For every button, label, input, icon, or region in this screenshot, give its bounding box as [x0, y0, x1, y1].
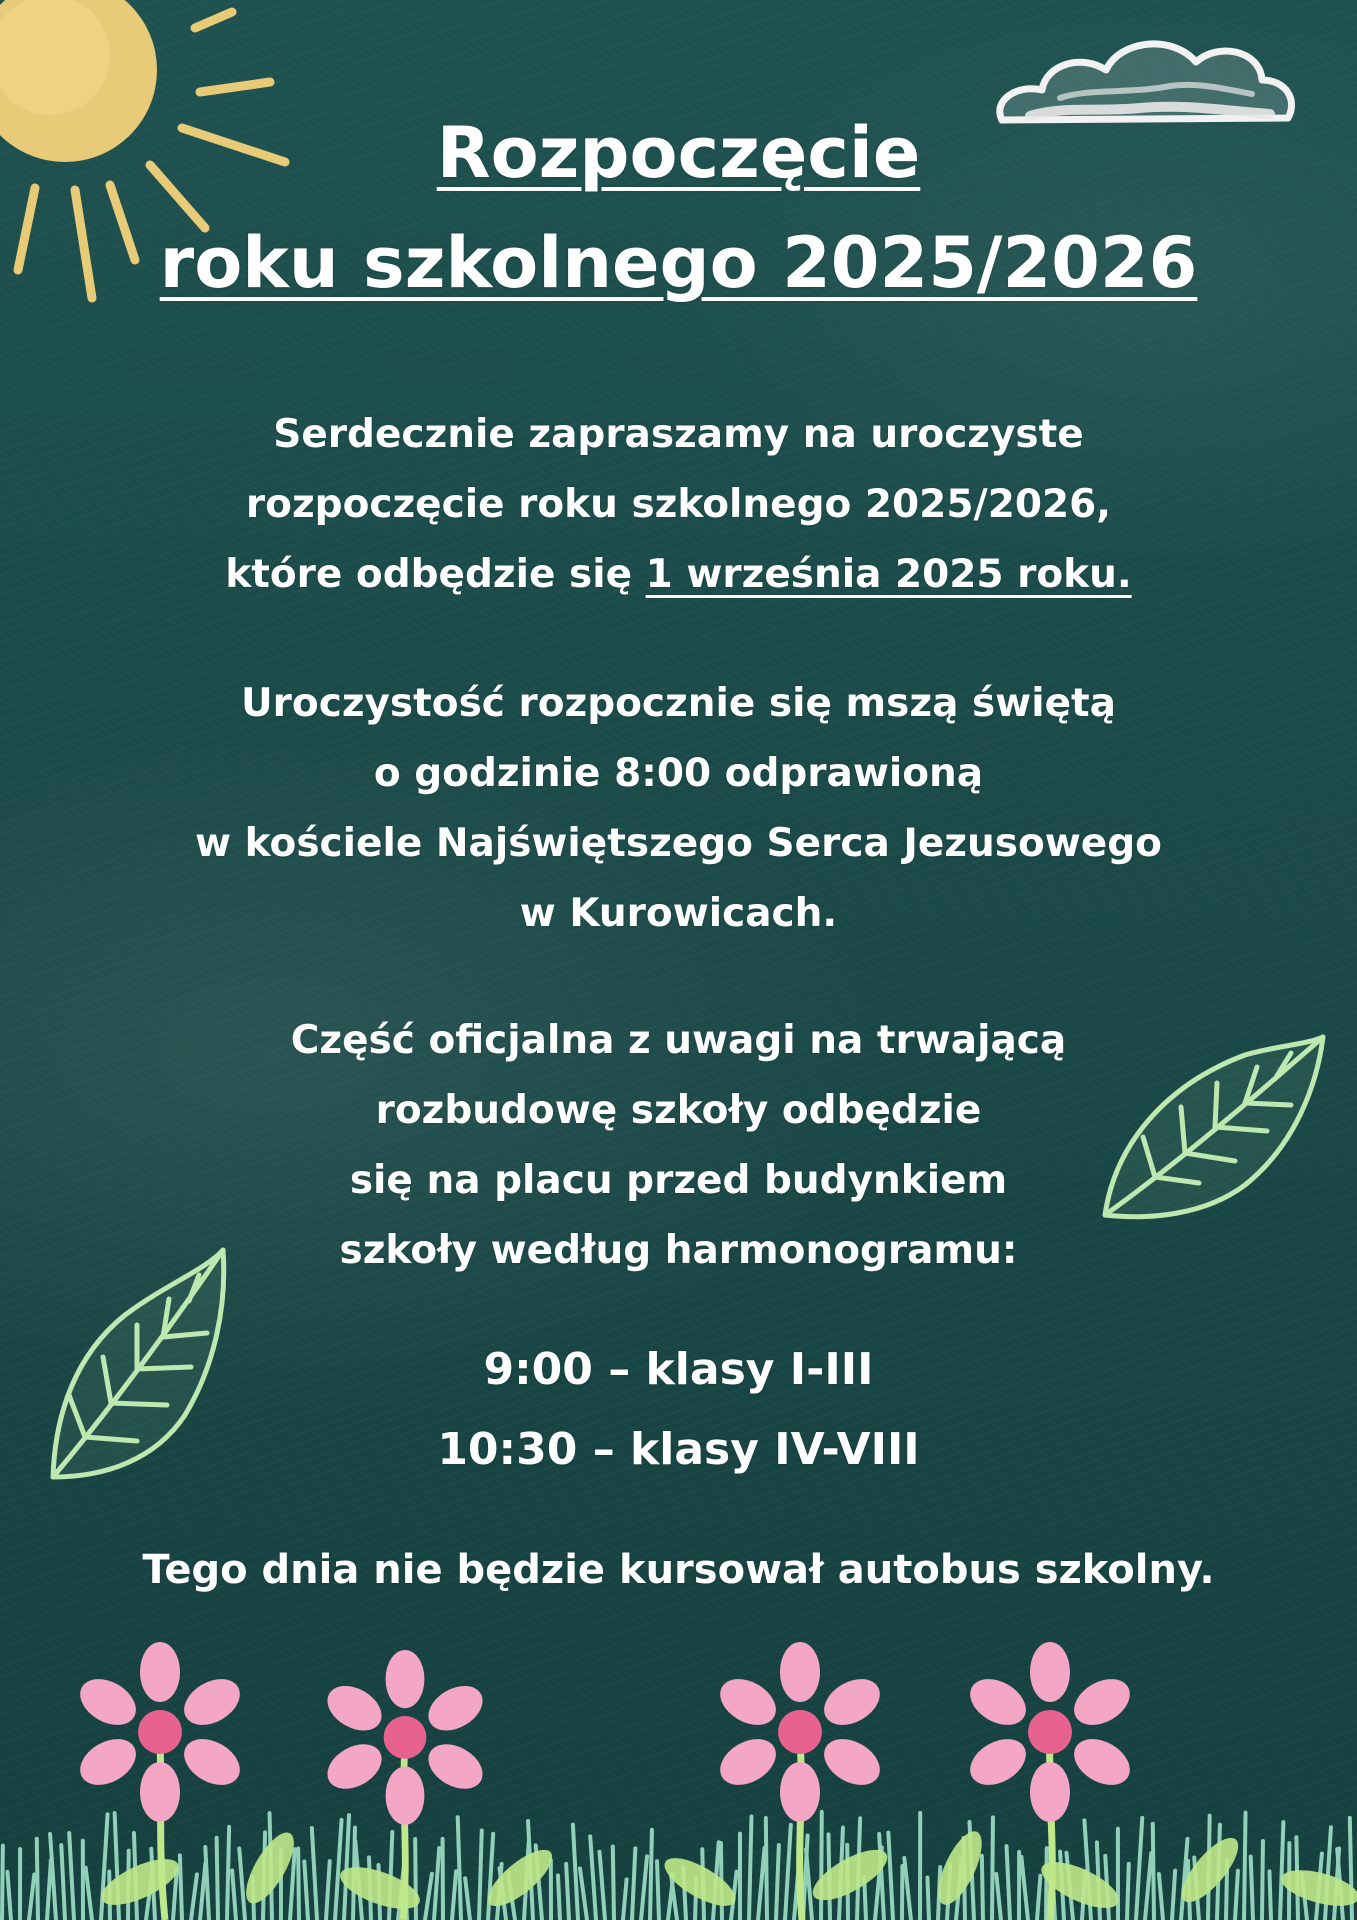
event-date: 1 września 2025 roku. [645, 552, 1132, 597]
grass-blade [904, 1858, 911, 1920]
grass-blade [1159, 1874, 1163, 1920]
title-line-1: Rozpoczęcie [436, 112, 921, 194]
grass-blade [290, 1849, 295, 1920]
grass-blade [1145, 1853, 1151, 1920]
grass-blade [1325, 1827, 1331, 1920]
mass-line-4: w Kurowicach. [519, 891, 838, 936]
grass-blade [613, 1847, 614, 1920]
grass-blade [641, 1856, 647, 1920]
grass-blade [580, 1868, 587, 1920]
grass-blade [558, 1876, 560, 1920]
grass-blade [1262, 1841, 1263, 1920]
grass-blade [1172, 1871, 1175, 1920]
grass-blade [623, 1879, 627, 1920]
official-line-2: rozbudowę szkoły odbędzie [375, 1088, 982, 1133]
leaf-icon [1095, 1015, 1335, 1225]
schedule-item: 9:00 – klasy I-III [483, 1344, 874, 1395]
grass-blade [573, 1825, 578, 1920]
flower-icon [710, 1640, 890, 1920]
flower-icon [70, 1640, 250, 1920]
grass-blade [632, 1848, 635, 1920]
grass-blade [600, 1852, 605, 1920]
grass-blade [590, 1836, 596, 1920]
official-line-3: się na placu przed budynkiem [349, 1158, 1008, 1203]
grass-blade [657, 1861, 659, 1920]
invitation-line-2: rozpoczęcie roku szkolnego 2025/2026, [245, 482, 1112, 527]
mass-paragraph [0, 669, 1357, 949]
grass-blade [1244, 1813, 1246, 1920]
grass-blade [7, 1872, 11, 1920]
bus-notice-text: Tego dnia nie będzie kursował autobus szkolny. [142, 1547, 1215, 1593]
grass-blade [927, 1878, 929, 1920]
mass-line-1: Uroczystość rozpocznie się mszą świętą [241, 681, 1116, 726]
flower-icon [315, 1648, 495, 1920]
grass-blade [298, 1848, 299, 1920]
grass-blade [1153, 1824, 1154, 1920]
leaf-icon [45, 1245, 235, 1485]
official-line-1: Część oficjalna z uwagi na trwającą [290, 1018, 1067, 1063]
official-line-4: szkoły według harmonogramu: [339, 1228, 1018, 1273]
grass-blade [1251, 1857, 1253, 1920]
grass-blade [1350, 1818, 1352, 1920]
mass-line-2: o godzinie 8:00 odprawioną [373, 751, 984, 796]
mass-line-3: w kościele Najświętszego Serca Jezusowego [195, 821, 1162, 866]
invitation-line-1: Serdecznie zapraszamy na uroczyste [273, 412, 1084, 457]
grass-blade [566, 1864, 569, 1920]
grass-blade [1269, 1871, 1271, 1920]
invitation-line-3: które odbędzie się [225, 552, 646, 597]
page-title [0, 98, 1357, 318]
schedule-item: 10:30 – klasy IV-VIII [437, 1424, 920, 1475]
grass-blade [1280, 1822, 1283, 1920]
grass-blade [29, 1875, 34, 1920]
bus-notice [0, 1535, 1357, 1605]
title-line-2: roku szkolnego 2025/2026 [159, 222, 1198, 304]
flower-icon [960, 1640, 1140, 1920]
grass-blade [304, 1862, 308, 1920]
grass-blade [1235, 1871, 1238, 1920]
grass-blade [47, 1860, 51, 1920]
grass-blade [2, 1846, 3, 1920]
invitation-paragraph [0, 400, 1357, 610]
grass-blade [61, 1845, 65, 1920]
grass-blade [37, 1839, 38, 1920]
grass-blade [650, 1830, 652, 1920]
